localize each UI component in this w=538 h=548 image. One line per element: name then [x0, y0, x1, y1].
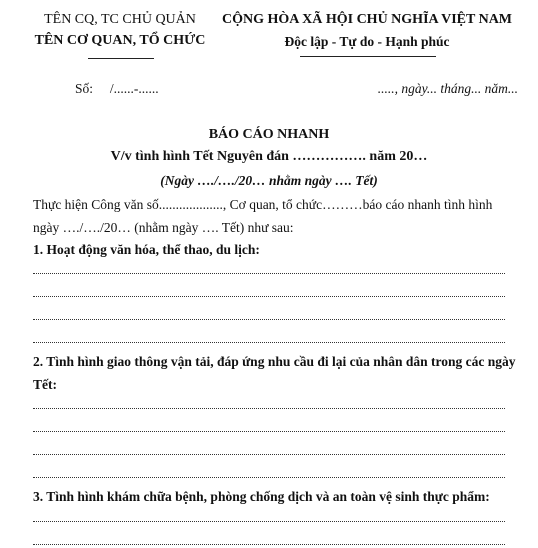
answer-line	[33, 521, 505, 522]
answer-line	[33, 454, 505, 455]
nation-name: CỘNG HÒA XÃ HỘI CHỦ NGHĨA VIỆT NAM	[222, 12, 513, 27]
answer-line	[33, 319, 505, 320]
motto-underline	[300, 56, 436, 57]
answer-line	[33, 342, 505, 343]
answer-line	[33, 431, 505, 432]
report-date-range: (Ngày …./…./20… nhằm ngày …. Tết)	[160, 173, 378, 188]
section-3-heading: 3. Tình hình khám chữa bệnh, phòng chống dịch và an toàn vệ sinh thực phẩm:	[33, 489, 490, 504]
answer-line	[33, 273, 505, 274]
answer-line	[33, 544, 505, 545]
intro-line-2: ngày …./…./20… (nhằm ngày …. Tết) như sau:	[33, 220, 294, 235]
answer-line	[33, 477, 505, 478]
answer-line	[33, 296, 505, 297]
agency-name: TÊN CƠ QUAN, TỔ CHỨC	[34, 33, 206, 48]
report-subject: V/v tình hình Tết Nguyên đán ……………. năm 20…	[110, 149, 428, 164]
section-2-heading-line-2: Tết:	[33, 377, 57, 392]
issue-date: ....., ngày... tháng... năm...	[377, 81, 518, 96]
document-number: Số: /......-......	[75, 81, 159, 96]
section-2-heading-line-1: 2. Tình hình giao thông vận tải, đáp ứng nhu cầu đi lại của nhân dân trong các ngày	[33, 354, 516, 369]
report-title: BÁO CÁO NHANH	[208, 127, 330, 142]
answer-line	[33, 408, 505, 409]
intro-line-1: Thực hiện Công văn số..................., Cơ quan, tổ chức………báo cáo nhanh tình hình	[33, 197, 493, 212]
section-1-heading: 1. Hoạt động văn hóa, thể thao, du lịch:	[33, 242, 260, 257]
national-motto: Độc lập - Tự do - Hạnh phúc	[284, 34, 450, 49]
parent-agency-name: TÊN CQ, TC CHỦ QUẢN	[44, 12, 196, 27]
agency-underline	[88, 58, 154, 59]
